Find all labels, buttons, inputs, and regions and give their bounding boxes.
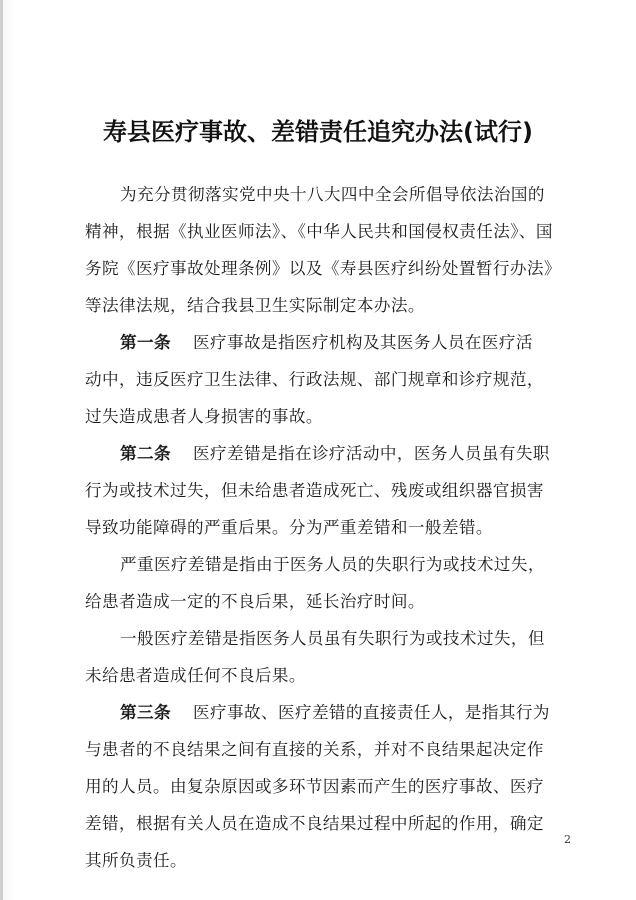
paragraph-line [85,213,575,250]
paragraph-line [85,287,575,324]
paragraph-line [85,620,575,657]
paragraph-line [85,842,575,879]
paragraph-line [85,583,575,620]
paragraph-line [85,768,575,805]
line-text: 未给患者造成任何不良后果。 [85,666,306,685]
paragraph-line [85,250,575,287]
article-heading: 第一条 [120,333,171,352]
article-line [85,694,575,731]
paragraph-line [85,546,575,583]
line-text: 其所负责任。 [85,851,187,870]
line-text: 一般医疗差错是指医务人员虽有失职行为或技术过失，但 [120,629,545,648]
line-text: 等法律法规，结合我县卫生实际制定本办法。 [85,296,425,315]
line-text: 精神，根据《执业医师法》、《中华人民共和国侵权责任法》、国 [85,222,553,241]
line-text: 导致功能障碍的严重后果。分为严重差错和一般差错。 [85,518,493,537]
paragraph-line [85,805,575,842]
page-number: 2 [564,833,571,846]
article-line [85,435,575,472]
line-text: 务院《医疗事故处理条例》以及《寿县医疗纠纷处置暂行办法》 [85,259,561,278]
line-text: 医疗事故、医疗差错的直接责任人，是指其行为 [192,703,550,722]
line-text: 与患者的不良结果之间有直接的关系，并对不良结果起决定作 [85,740,544,759]
line-text: 行为或技术过失，但未给患者造成死亡、残废或组织器官损害 [85,481,544,500]
line-text: 为充分贯彻落实党中央十八大四中全会所倡导依法治国的 [120,185,545,204]
paragraph-line [85,361,575,398]
paragraph-line [85,176,575,213]
paragraph-line [85,472,575,509]
line-text: 给患者造成一定的不良后果，延长治疗时间。 [85,592,425,611]
line-text: 动中，违反医疗卫生法律、行政法规、部门规章和诊疗规范， [85,370,544,389]
paragraph-line [85,731,575,768]
line-text: 严重医疗差错是指由于医务人员的失职行为或技术过失， [120,555,545,574]
document-body [85,176,575,879]
line-text: 过失造成患者人身损害的事故。 [85,407,323,426]
article-heading: 第二条 [120,444,171,463]
paragraph-line [85,657,575,694]
paragraph-line [85,509,575,546]
paragraph-line [85,398,575,435]
article-line [85,324,575,361]
line-text: 医疗事故是指医疗机构及其医务人员在医疗活 [192,333,533,352]
line-text: 用的人员。由复杂原因或多环节因素而产生的医疗事故、医疗 [85,777,544,796]
document-title: 寿县医疗事故、差错责任追究办法(试行) [103,118,533,146]
article-heading: 第三条 [120,703,171,722]
line-text: 医疗差错是指在诊疗活动中，医务人员虽有失职 [192,444,550,463]
line-text: 差错，根据有关人员在造成不良结果过程中所起的作用，确定 [85,814,544,833]
